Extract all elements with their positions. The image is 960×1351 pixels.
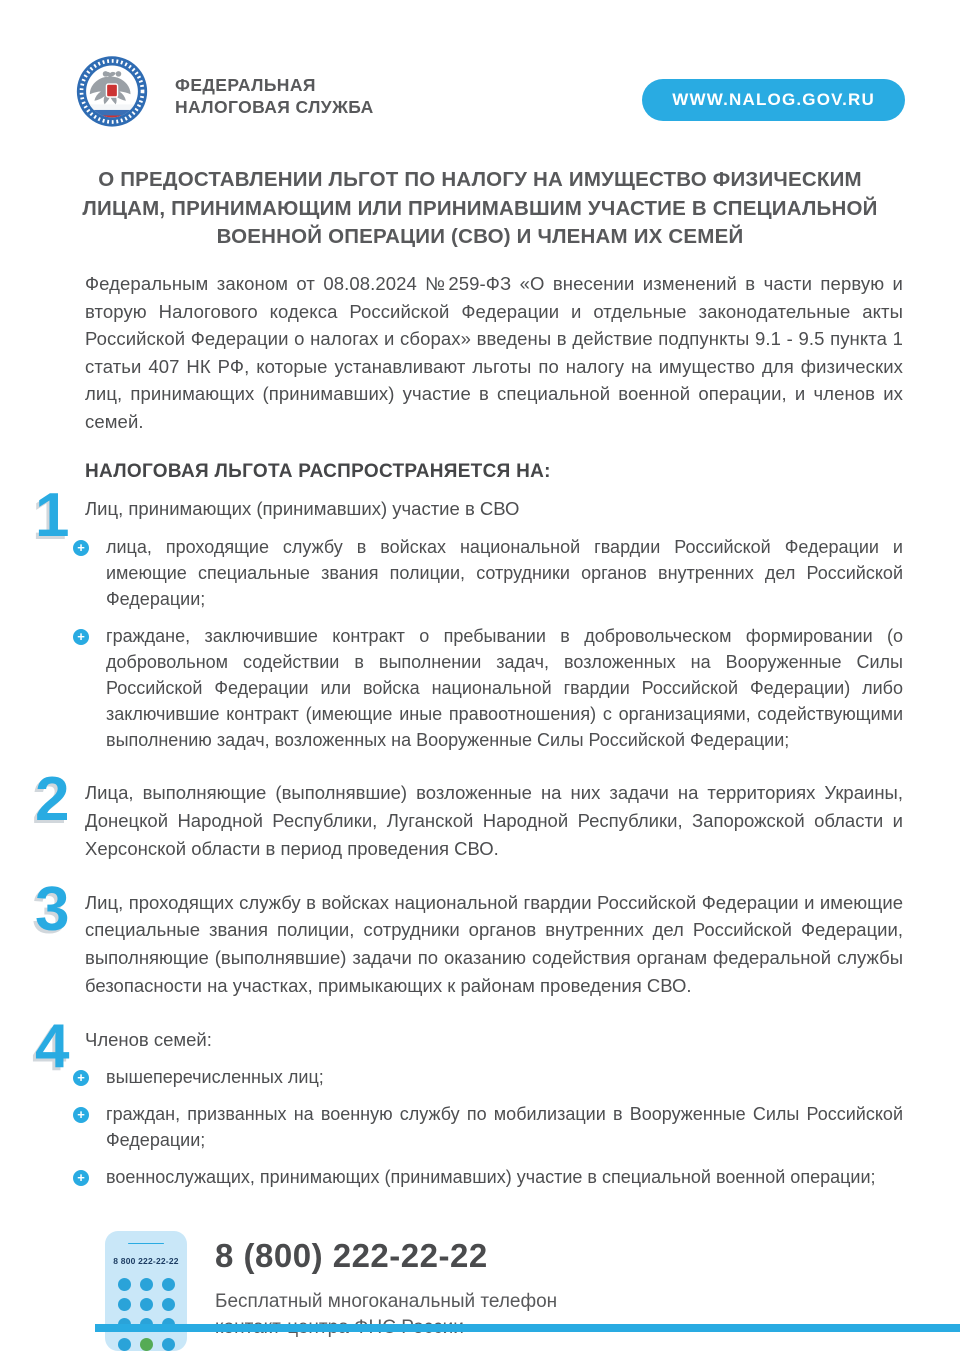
item-number: 1 bbox=[35, 481, 70, 551]
bullet-item bbox=[73, 535, 903, 613]
page-title: О ПРЕДОСТАВЛЕНИИ ЛЬГОТ ПО НАЛОГУ НА ИМУЩЕСТВО ФИЗИЧЕСКИМ ЛИЦАМ, ПРИНИМАЮЩИМ ИЛИ ПРИНИМАВШИМ УЧАСТИЕ В СПЕЦИАЛЬНОЙ ВОЕННОЙ ОПЕРАЦИИ (СВО) И ЧЛЕНАМ ИХ СЕМЕЙ bbox=[82, 168, 878, 249]
phone-caption bbox=[215, 1289, 557, 1340]
header bbox=[75, 52, 905, 142]
item-bullets bbox=[77, 535, 903, 753]
benefit-item bbox=[35, 481, 903, 753]
footer bbox=[105, 1231, 960, 1351]
plus-icon: + bbox=[73, 540, 89, 556]
phone-keypad-icon bbox=[118, 1278, 175, 1351]
item-text: Лиц, проходящих службу в войсках национальной гвардии Российской Федерации и имеющие специальные звания полиции, сотрудники органов внутренних дел Российской Федерации, выполняющие (выполнявшие) задачи по оказанию содействия органам федеральной службы безопасности на участках, примыкающих к районам проведения СВО. bbox=[85, 891, 903, 996]
item-number: 2 bbox=[35, 765, 70, 835]
plus-icon: + bbox=[73, 1170, 89, 1186]
item-number: 4 bbox=[35, 1011, 70, 1081]
plus-icon: + bbox=[73, 1107, 89, 1123]
bullet-text: военнослужащих, принимающих (принимавших) участие в специальной военной операции; bbox=[106, 1167, 876, 1188]
plus-icon: + bbox=[73, 1070, 89, 1086]
flyer-page bbox=[0, 52, 960, 1332]
phone-mini-label: 8 800 222-22-22 bbox=[113, 1256, 179, 1267]
item-number: 3 bbox=[35, 874, 70, 944]
bullet-text: граждане, заключившие контракт о пребывании в добровольческом формировании (о добровольном содействии в выполнении задач, возложенных на Вооруженные Силы Российской Федерации или войска национальной гвардии Российской Федерации) либо заключившие контракт (имеющие иные правоотношения) с организациями, содействующими выполнению задач, возложенных на Вооруженные Силы Российской Федерации; bbox=[106, 625, 903, 750]
bullet-text: вышеперечисленных лиц; bbox=[106, 1067, 324, 1088]
benefit-item bbox=[35, 1011, 903, 1191]
benefit-item bbox=[35, 765, 903, 862]
content bbox=[35, 270, 903, 1191]
bullet-text: граждан, призванных на военную службу по мобилизации в Вооруженные Силы Российской Федерации; bbox=[106, 1104, 903, 1151]
org-name-line2: НАЛОГОВАЯ СЛУЖБА bbox=[175, 97, 374, 117]
plus-icon: + bbox=[73, 629, 89, 645]
bullet-item bbox=[73, 1165, 903, 1191]
bottom-accent-strip bbox=[95, 1324, 960, 1332]
benefit-items bbox=[35, 481, 903, 1191]
item-text: Членов семей: bbox=[85, 1028, 212, 1050]
fns-emblem-icon bbox=[75, 52, 149, 142]
phone-number: 8 (800) 222-22-22 bbox=[215, 1237, 488, 1275]
bullet-text: лица, проходящие службу в войсках национальной гвардии Российской Федерации и имеющие специальные звания полиции, сотрудники органов внутренних дел Российской Федерации; bbox=[106, 537, 903, 609]
phone-speaker-bar bbox=[128, 1243, 164, 1244]
fns-brand bbox=[75, 52, 374, 142]
org-name-line1: ФЕДЕРАЛЬНАЯ bbox=[175, 75, 316, 96]
item-text: Лиц, принимающих (принимавших) участие в СВО bbox=[85, 498, 520, 520]
bullet-item bbox=[73, 624, 903, 754]
section-heading: НАЛОГОВАЯ ЛЬГОТА РАСПРОСТРАНЯЕТСЯ НА: bbox=[85, 461, 551, 483]
bullet-item bbox=[73, 1102, 903, 1154]
intro-paragraph: Федеральным законом от 08.08.2024 №259-ФЗ «О внесении изменений в части первую и вторую Налогового кодекса Российской Федерации и отдельные законодательные акты Российской Федерации о налогах и сборах» введены в действие подпункты 9.1 - 9.5 пункта 1 статьи 407 НК РФ, которые устанавливают льготы по налогу на имущество для физических лиц, принимающих (принимавших) участие в специальной военной операции, и членов их семей. bbox=[85, 273, 903, 432]
item-bullets bbox=[77, 1065, 903, 1191]
item-text: Лица, выполняющие (выполнявшие) возложенные на них задачи на территориях Украины, Донецкой Народной Республики, Луганской Народной Республики, Запорожской области и Херсонской области в период проведения СВО. bbox=[85, 782, 903, 859]
phone-caption-line1: Бесплатный многоканальный телефон bbox=[215, 1291, 558, 1313]
site-url-badge[interactable]: WWW.NALOG.GOV.RU bbox=[642, 79, 905, 121]
phone-icon bbox=[105, 1231, 187, 1351]
org-name bbox=[175, 75, 374, 119]
benefit-item bbox=[35, 874, 903, 1000]
bullet-item bbox=[73, 1065, 903, 1091]
